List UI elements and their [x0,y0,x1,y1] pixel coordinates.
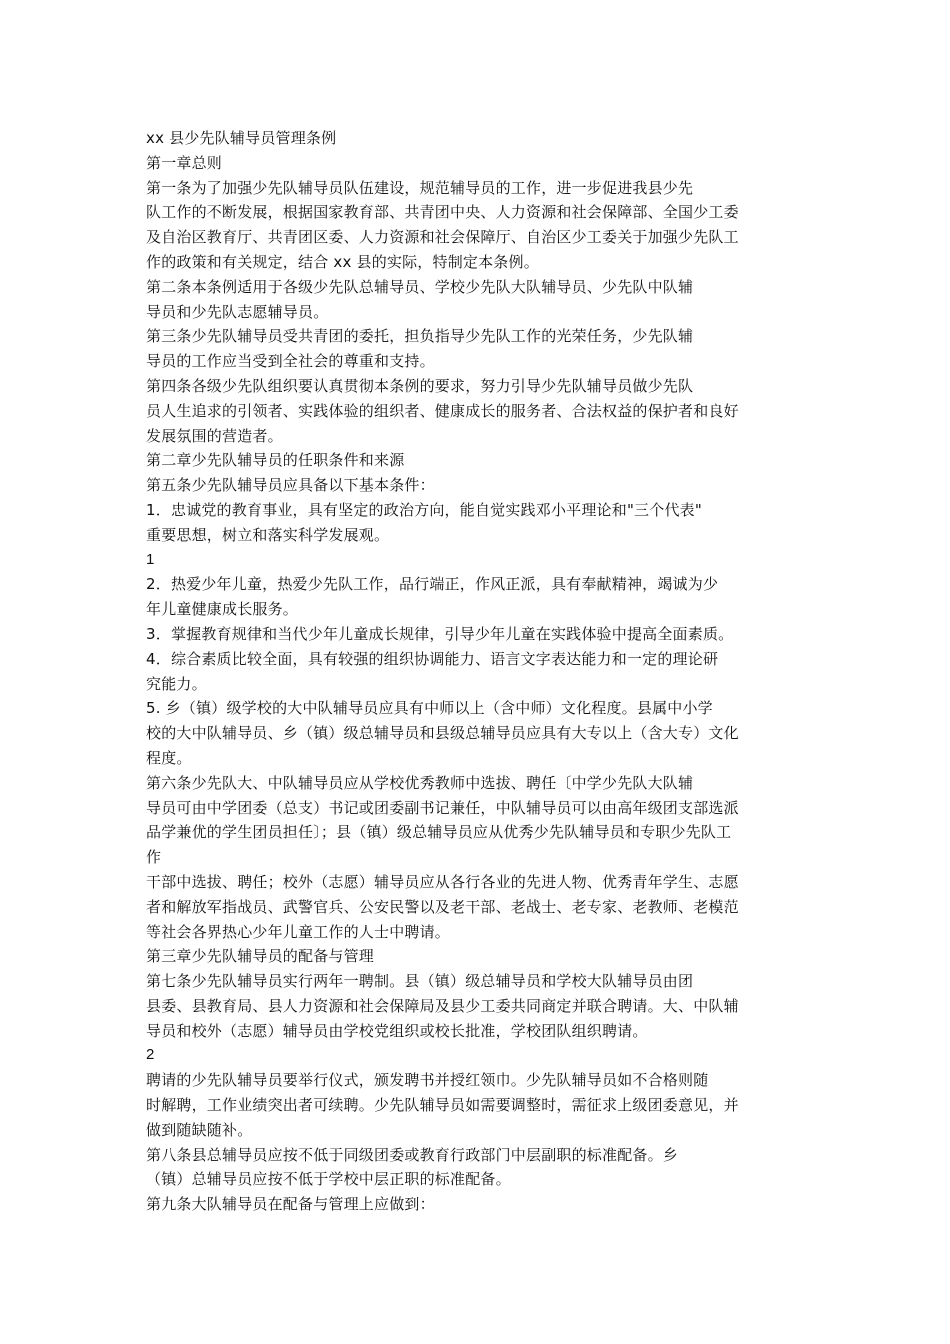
text-line: 县委、县教育局、县人力资源和社会保障局及县少工委共同商定并联合聘请。大、中队辅 [146,996,739,1015]
text-line: 究能力。 [146,674,207,693]
text-line: 导员和校外（志愿）辅导员由学校党组织或校长批准，学校团队组织聘请。 [146,1021,648,1040]
chapter-heading: 第一章总则 [146,153,223,172]
text-line: 年儿童健康成长服务。 [146,600,299,619]
text-line: 3．掌握教育规律和当代少年儿童成长规律，引导少年儿童在实践体验中提高全面素质。 [146,624,734,643]
text-line: 作的政策和有关规定，结合 xx 县的实际，特制定本条例。 [146,252,539,271]
text-line: 第七条少先队辅导员实行两年一聘制。县（镇）级总辅导员和学校大队辅导员由团 [146,972,694,991]
page-number: 2 [146,1046,155,1064]
text-line: 重要思想，树立和落实科学发展观。 [146,525,390,544]
text-line: 第九条大队辅导员在配备与管理上应做到： [146,1195,435,1214]
page-number: 1 [146,550,155,568]
chapter-heading: 第二章少先队辅导员的任职条件和来源 [146,451,405,470]
text-line: （镇）总辅导员应按不低于学校中层正职的标准配备。 [146,1170,511,1189]
text-line: 队工作的不断发展，根据国家教育部、共青团中央、人力资源和社会保障部、全国少工委 [146,203,739,222]
text-line: 作 [146,848,162,867]
document-body [146,126,826,1217]
text-line: 干部中选拔、聘任；校外（志愿）辅导员应从各行各业的先进人物、优秀青年学生、志愿 [146,872,739,891]
text-line: 4．综合素质比较全面，具有较强的组织协调能力、语言文字表达能力和一定的理论研 [146,649,719,668]
text-line: 第三条少先队辅导员受共青团的委托，担负指导少先队工作的光荣任务，少先队辅 [146,327,694,346]
document-title: xx 县少先队辅导员管理条例 [146,129,337,147]
text-line: 聘请的少先队辅导员要举行仪式，颁发聘书并授红领巾。少先队辅导员如不合格则随 [146,1071,709,1090]
text-line: 第五条少先队辅导员应具备以下基本条件： [146,476,435,495]
text-line: 第八条县总辅导员应按不低于同级团委或教育行政部门中层副职的标准配备。乡 [146,1145,679,1164]
text-line: 第二条本条例适用于各级少先队总辅导员、学校少先队大队辅导员、少先队中队辅 [146,277,694,296]
text-line: 第一条为了加强少先队辅导员队伍建设，规范辅导员的工作，进一步促进我县少先 [146,178,694,197]
chapter-heading: 第三章少先队辅导员的配备与管理 [146,947,375,966]
text-line: 导员的工作应当受到全社会的尊重和支持。 [146,352,435,371]
text-line: 2．热爱少年儿童，热爱少先队工作，品行端正，作风正派，具有奉献精神，竭诚为少 [146,575,719,594]
text-line: 等社会各界热心少年儿童工作的人士中聘请。 [146,922,451,941]
text-line: 第四条各级少先队组织要认真贯彻本条例的要求，努力引导少先队辅导员做少先队 [146,376,694,395]
text-line: 导员和少先队志愿辅导员。 [146,302,329,321]
text-line: 时解聘，工作业绩突出者可续聘。少先队辅导员如需要调整时，需征求上级团委意见，并 [146,1096,739,1115]
text-line: 者和解放军指战员、武警官兵、公安民警以及老干部、老战士、老专家、老教师、老模范 [146,897,739,916]
text-line: 品学兼优的学生团员担任〕；县（镇）级总辅导员应从优秀少先队辅导员和专职少先队工 [146,823,732,842]
text-line: 第六条少先队大、中队辅导员应从学校优秀教师中选拔、聘任〔中学少先队大队辅 [146,773,694,792]
text-line: 程度。 [146,748,192,767]
text-line: 及自治区教育厅、共青团区委、人力资源和社会保障厅、自治区少工委关于加强少先队工 [146,228,739,247]
text-line: 校的大中队辅导员、乡（镇）级总辅导员和县级总辅导员应具有大专以上（含大专）文化 [146,724,739,743]
text-line: 5. 乡（镇）级学校的大中队辅导员应具有中师以上（含中师）文化程度。县属中小学 [146,699,713,718]
text-line: 员人生追求的引领者、实践体验的组织者、健康成长的服务者、合法权益的保护者和良好 [146,401,739,420]
text-line: 导员可由中学团委（总支）书记或团委副书记兼任，中队辅导员可以由高年级团支部选派 [146,798,739,817]
text-line: 发展氛围的营造者。 [146,426,283,445]
text-line: 1．忠诚党的教育事业，具有坚定的政治方向，能自觉实践邓小平理论和"三个代表" [146,500,702,519]
text-line: 做到随缺随补。 [146,1120,253,1139]
